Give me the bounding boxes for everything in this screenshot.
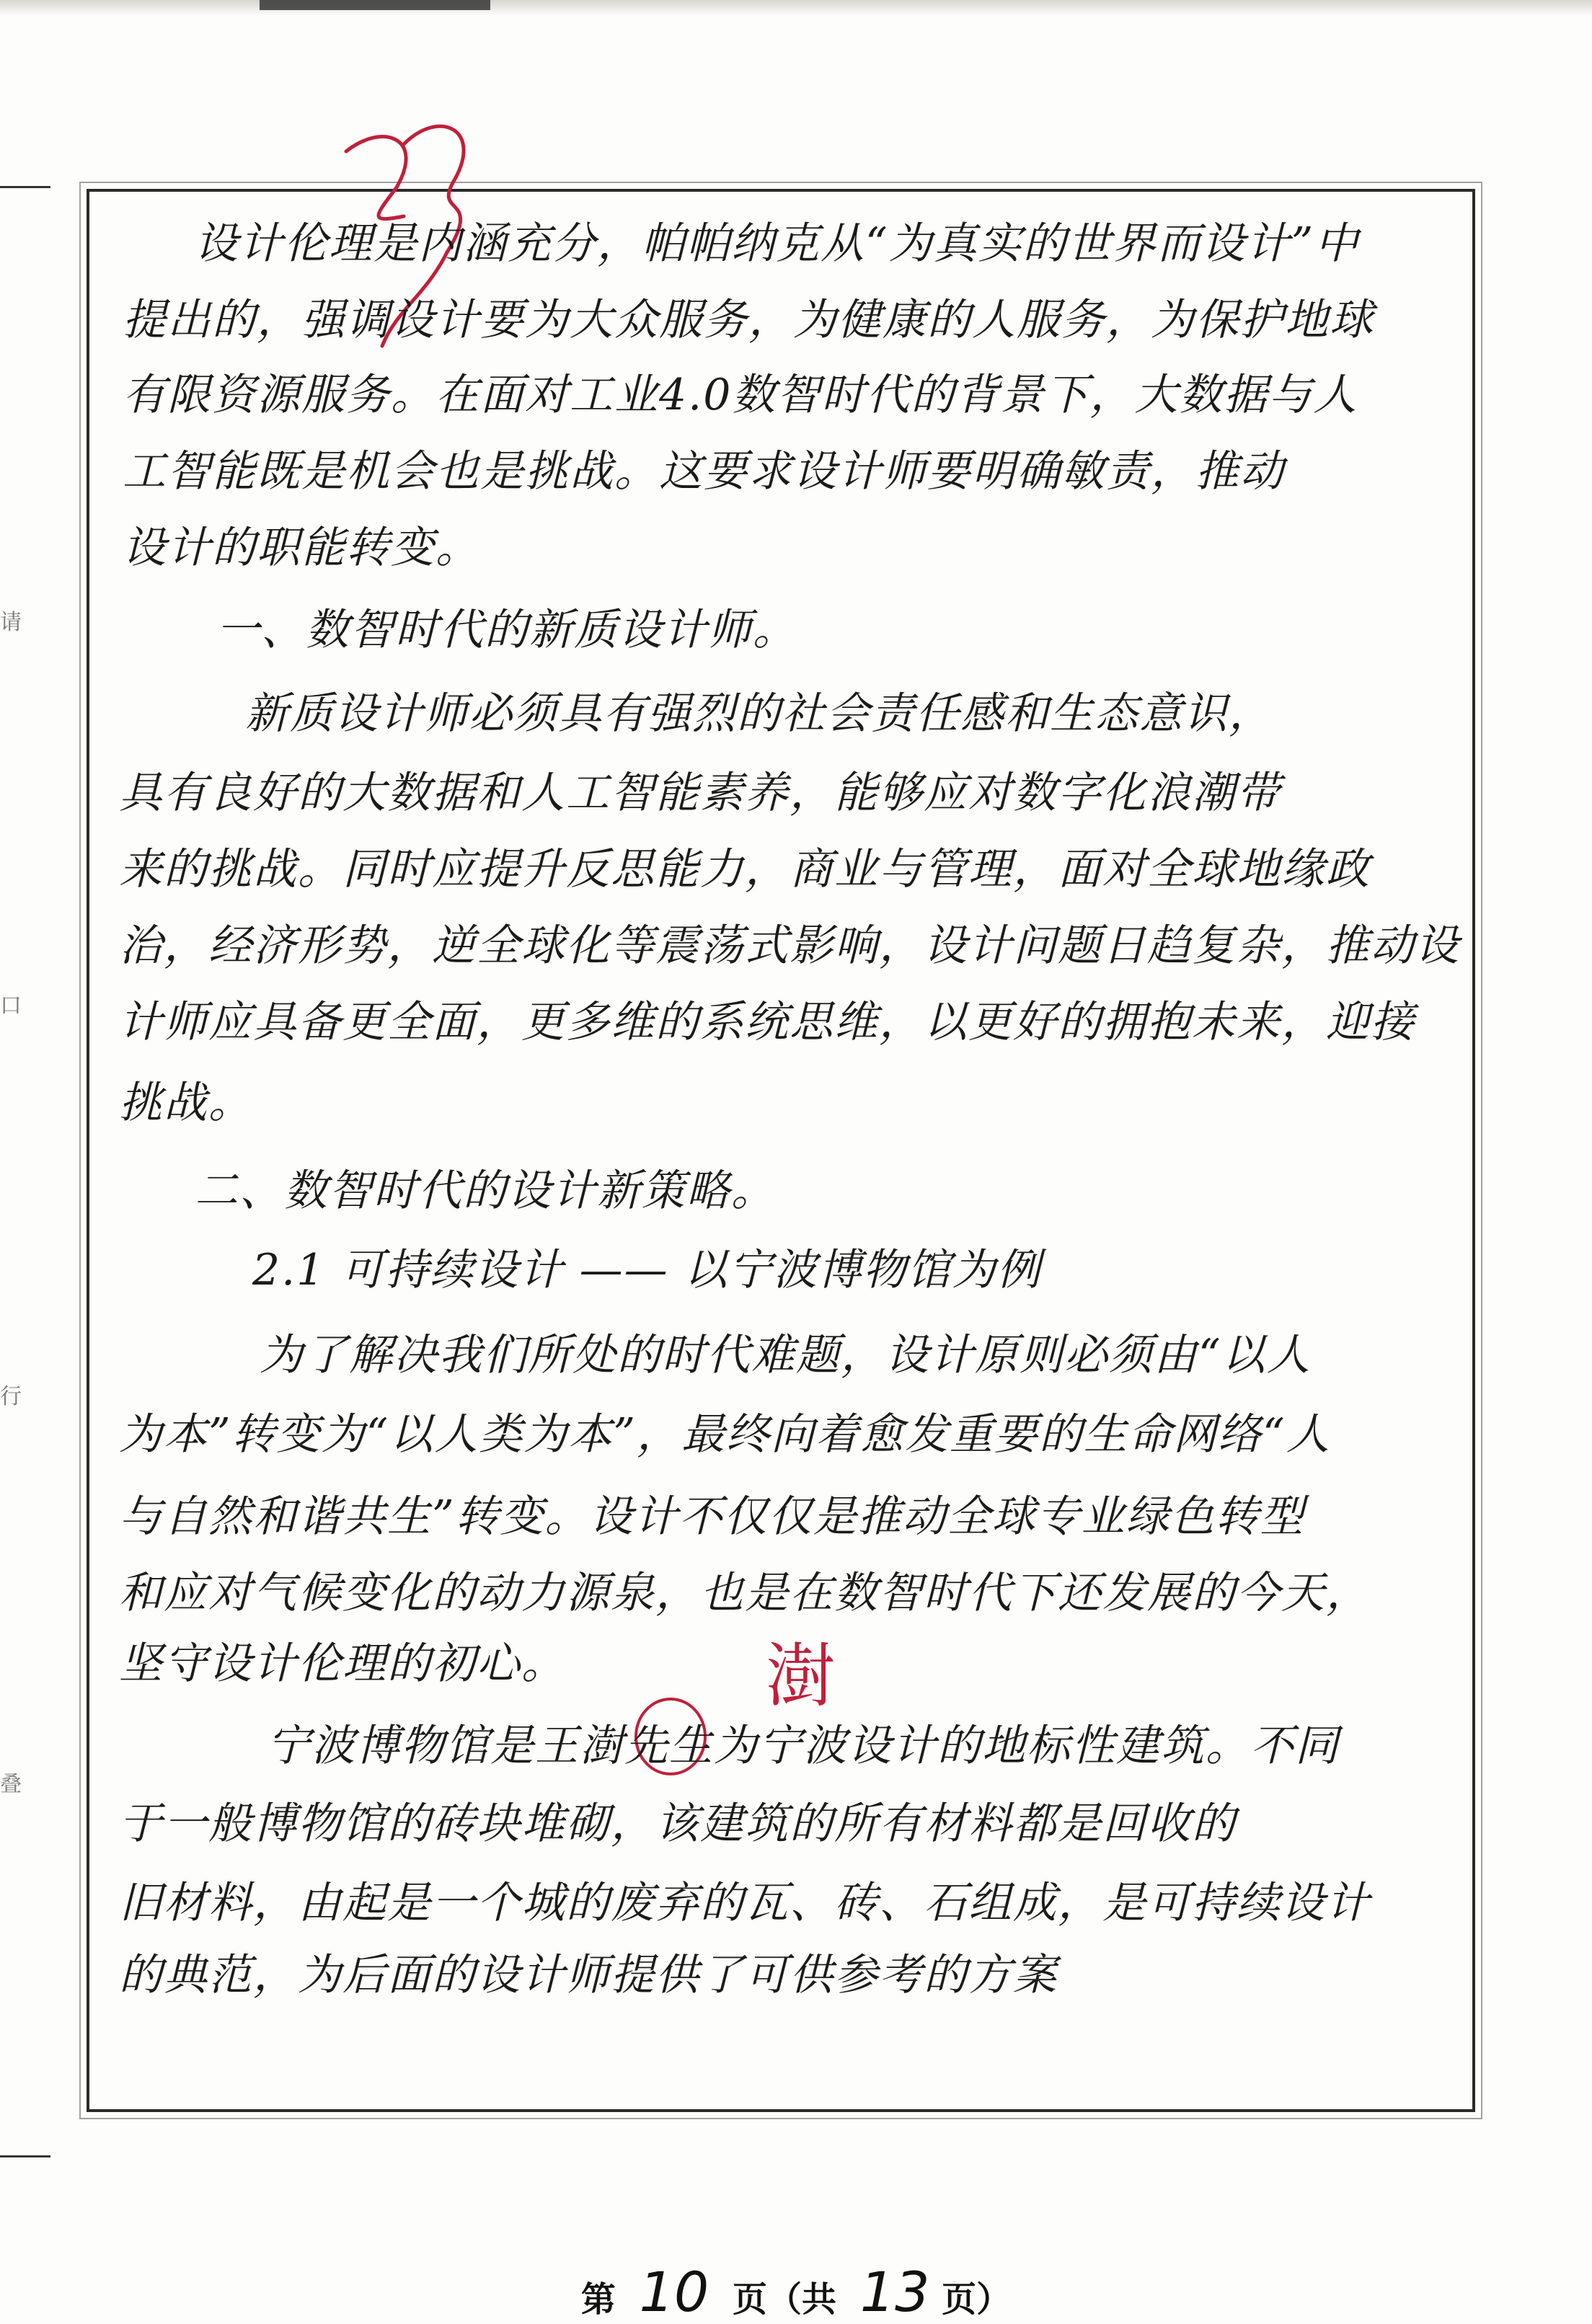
paragraph-line: 旧材料，由起是一个城的废弃的瓦、砖、石组成，是可持续设计 [119, 1878, 1371, 1928]
total-pages-number: 13 [859, 2260, 930, 2324]
margin-tick [0, 2155, 50, 2157]
paragraph-line: 为本”转变为“以人类为本”，最终向着愈发重要的生命网络“人 [119, 1409, 1331, 1460]
footer-prefix: 第 [580, 2279, 616, 2320]
footer-middle: 页（共 [732, 2279, 836, 2320]
paragraph-line: 和应对气候变化的动力源泉，也是在数智时代下还发展的今天， [119, 1568, 1371, 1618]
paragraph-line: 设计的职能转变。 [123, 523, 480, 573]
margin-note: 叠 [0, 1772, 22, 1797]
paragraph-line: 挑战。 [119, 1078, 253, 1128]
paragraph-line: 为了解决我们所处的时代难题，设计原则必须由“以人 [260, 1330, 1312, 1380]
margin-note: 口 [0, 993, 22, 1019]
paragraph-line: 计师应具备更全面，更多维的系统思维，以更好的拥抱未来，迎接 [119, 997, 1415, 1047]
paragraph-line: 新质设计师必须具有强烈的社会责任感和生态意识， [245, 688, 1273, 739]
paragraph-line: 宁波博物馆是王澍先生为宁波设计的地标性建筑。不同 [267, 1721, 1340, 1771]
subsection-heading: 2.1 可持续设计 —— 以宁波博物馆为例 [252, 1245, 1042, 1295]
margin-note: 请 [0, 610, 22, 635]
section-heading: 二、数智时代的设计新策略。 [195, 1166, 776, 1216]
paragraph-line: 来的挑战。同时应提升反思能力，商业与管理，面对全球地缘政 [119, 844, 1371, 895]
paragraph-line: 工智能既是机会也是挑战。这要求设计师要明确敏责，推动 [123, 446, 1285, 497]
paragraph-line: 有限资源服务。在面对工业4.0数智时代的背景下，大数据与人 [123, 370, 1358, 420]
footer-suffix: 页） [942, 2279, 1012, 2320]
margin-tick [0, 186, 50, 188]
paragraph-line: 的典范，为后面的设计师提供了可供参考的方案 [119, 1950, 1058, 2000]
paragraph-line: 坚守设计伦理的初心。 [119, 1638, 566, 1689]
paragraph-line: 设计伦理是内涵充分，帕帕纳克从“为真实的世界而设计”中 [195, 218, 1360, 269]
grader-correction: 澍 [766, 1636, 835, 1716]
page-top-edge [0, 0, 1592, 16]
paragraph-line: 与自然和谐共生”转变。设计不仅仅是推动全球专业绿色转型 [119, 1491, 1305, 1542]
current-page-number: 10 [639, 2260, 709, 2324]
page-number-footer [0, 2260, 1592, 2324]
paragraph-line: 于一般博物馆的砖块堆砌，该建筑的所有材料都是回收的 [119, 1799, 1237, 1849]
paragraph-line: 提出的，强调设计要为大众服务，为健康的人服务，为保护地球 [123, 295, 1374, 345]
paragraph-line: 具有良好的大数据和人工智能素养，能够应对数字化浪潮带 [119, 768, 1281, 818]
top-ink-smudge [260, 0, 490, 10]
paragraph-line: 治，经济形势，逆全球化等震荡式影响，设计问题日趋复杂，推动设 [119, 921, 1460, 971]
section-heading: 一、数智时代的新质设计师。 [216, 605, 797, 655]
margin-note: 行 [0, 1384, 22, 1409]
